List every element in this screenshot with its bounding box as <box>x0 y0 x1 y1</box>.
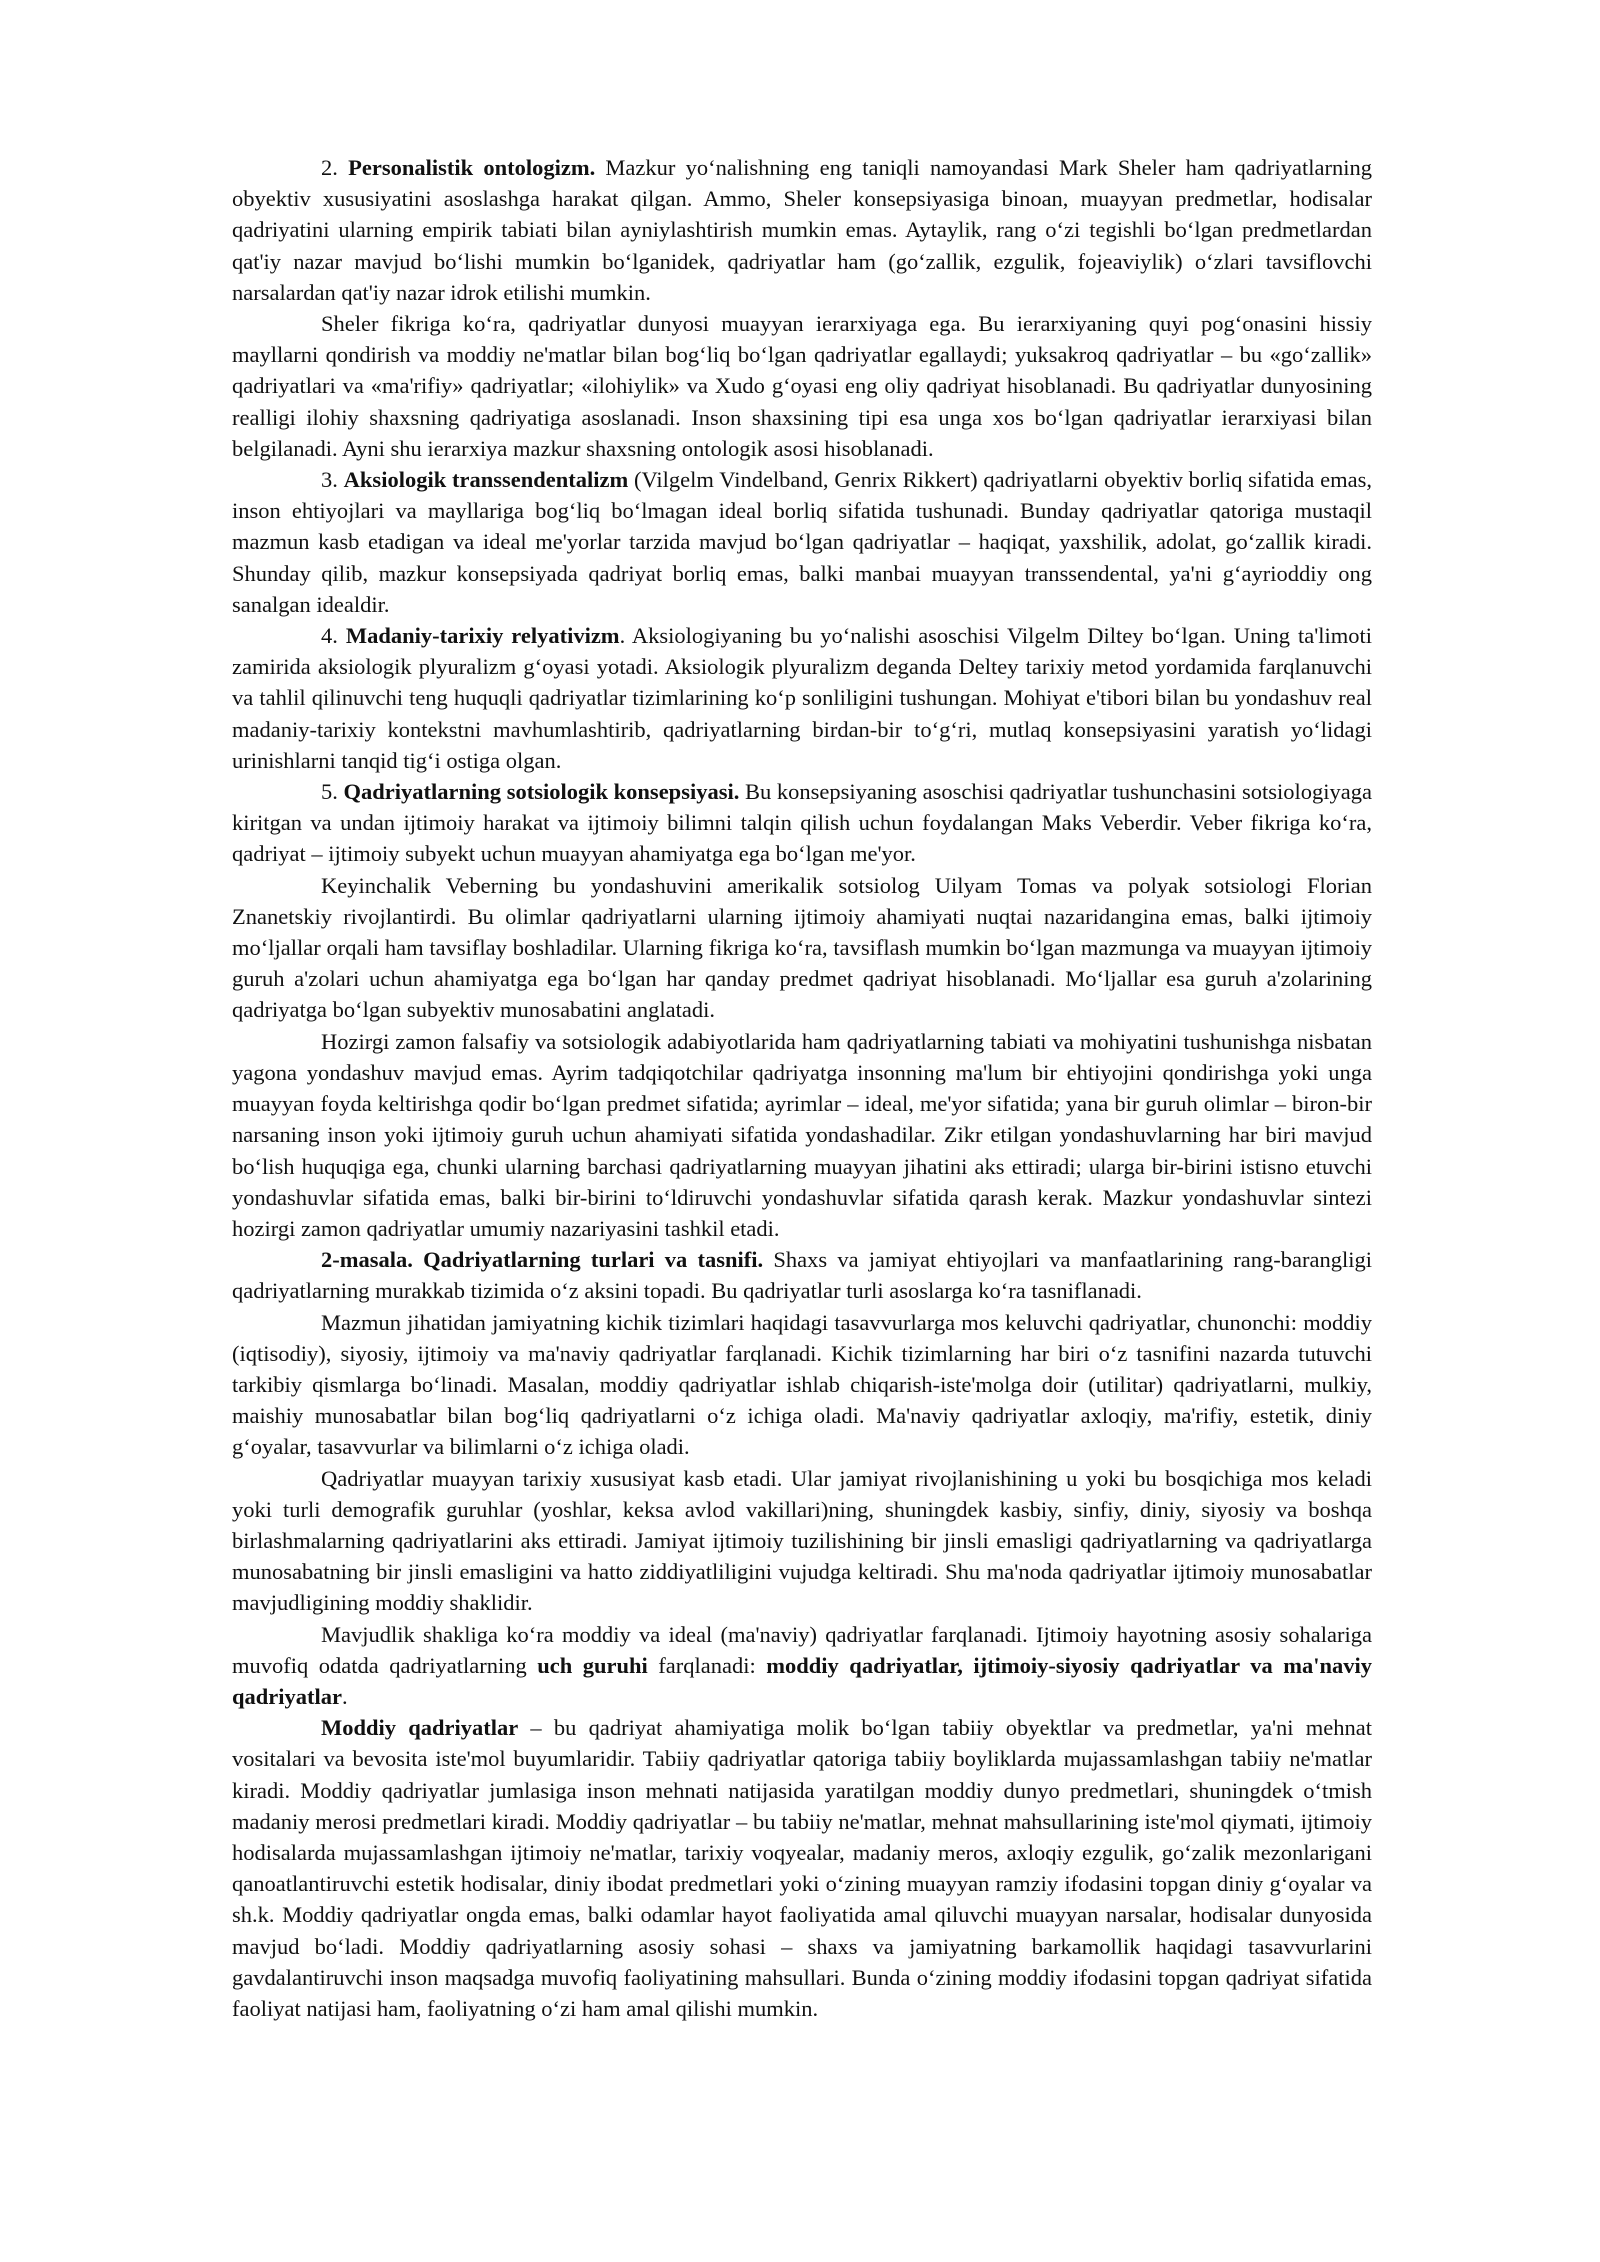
paragraph-text: . Aksiologiyaning bu yo‘nalishi asoschisi Vilgelm Diltey bo‘lgan. Uning ta'limoti zamirida aksiologik plyuralizm g‘oyasi yotadi. Aksiologik plyuralizm deganda Deltey tarixiy metod yordamida farqlanuvchi va tahlil qilinuvchi teng huquqli qadriyatlar tizimlarining ko‘p sonliligini tushungan. Mohiyat e'tibori bilan bu yondashuv real madaniy-tarixiy kontekstni mavhumlashtirib, qadriyatlarning birdan-bir to‘g‘ri, mutlaq konsepsiyasini yaratish yo‘lidagi urinishlarni tanqid tig‘i ostiga olgan. <box>232 623 1373 773</box>
paragraph-text: Hozirgi zamon falsafiy va sotsiologik adabiyotlarida ham qadriyatlarning tabiati va mohiyatini tushunishga nisbatan yagona yondashuv mavjud emas. Ayrim tadqiqotchilar qadriyatga insonning ma'lum bir ehtiyojini qondirishga yoki unga muayyan foyda keltirishga qodir bo‘lgan predmet sifatida; ayrimlar – ideal, me'yor sifatida; yana bir guruh olimlar – biron-bir narsaning inson yoki ijtimoiy guruh uchun ahamiyati sifatida yondashadilar. Zikr etilgan yondashuvlarning har biri mavjud bo‘lish huquqiga ega, chunki ularning barchasi qadriyatlarning muayyan jihatini aks ettiradi; ularga bir-birini istisno etuvchi yondashuvlar sifatida emas, balki bir-birini to‘ldiruvchi yondashuvlar sifatida qarash kerak. Mazkur yondashuvlar sintezi hozirgi zamon qadriyatlar umumiy nazariyasini tashkil etadi. <box>232 1028 1372 1241</box>
paragraph-text: (Vilgelm Vindelband, Genrix Rikkert) qadriyatlarni obyektiv borliq sifatida emas, inson ehtiyojlari va mayllariga bog‘liq bo‘lmagan ideal borliq sifatida tushunadi. Bunday qadriyatlar qatoriga mustaqil mazmun kasb etadigan va ideal me'yorlar tarzida mavjud bo‘lgan qadriyatlar – haqiqat, yaxshilik, adolat, go‘zallik kiradi. Shunday qilib, mazkur konsepsiyada qadriyat borliq emas, balki manbai muayyan transsendental, ya'ni g‘ayrioddiy ong sanalgan idealdir. <box>232 467 1373 617</box>
paragraph-text: Mazmun jihatidan jamiyatning kichik tizimlari haqidagi tasavvurlarga mos keluvchi qadriyatlar, chunonchi: moddiy (iqtisodiy), siyosiy, ijtimoiy va ma'naviy qadriyatlar farqlanadi. Kichik tizimlarning har biri o‘z tasnifini nazarda tutuvchi tarkibiy qismlarga bo‘linadi. Masalan, moddiy qadriyatlar ishlab chiqarish-iste'molga doir (utilitar) qadriyatlarni, mulkiy, maishiy munosabatlar bilan bog‘liq qadriyatlarni o‘z ichiga oladi. Ma'naviy qadriyatlar axloqiy, ma'rifiy, estetik, diniy g‘oyalar, tasavvurlar va bilimlarni o‘z ichiga oladi. <box>232 1309 1372 1460</box>
paragraph-text: Keyinchalik Veberning bu yondashuvini amerikalik sotsiolog Uilyam Tomas va polyak sotsiologi Florian Znanetskiy rivojlantirdi. Bu olimlar qadriyatlarni ularning ijtimoiy ahamiyati nuqtai nazaridangina emas, balki ijtimoiy mo‘ljallar orqali ham tavsiflay boshladilar. Ularning fikriga ko‘ra, tavsiflash mumkin bo‘lgan mazmunga va muayyan ijtimoiy guruh a'zolari uchun ahamiyatga ega bo‘lgan har qanday predmet qadriyat hisoblanadi. Mo‘ljallar esa guruh a'zolarining qadriyatga bo‘lgan subyektiv munosabatini anglatadi. <box>232 872 1372 1023</box>
paragraph <box>232 464 1372 620</box>
paragraph-text: Shaxs va jamiyat ehtiyojlari va manfaatlarining rang-barangligi qadriyatlarning murakkab tizimida o‘z aksini topadi. Bu qadriyatlar turli asoslarga ko‘ra tasniflanadi. <box>232 1247 1373 1304</box>
paragraph-heading: Personalistik ontologizm. <box>348 155 596 180</box>
section-heading: 2-masala. Qadriyatlarning turlari va tasnifi. <box>321 1247 764 1273</box>
paragraph-text: Mavjudlik shakliga ko‘ra moddiy va ideal (ma'naviy) qadriyatlar farqlanadi. Ijtimoiy hayotning asosiy sohalariga muvofiq odatda qadriyatlarning <box>232 1621 1372 1678</box>
paragraph-text: farqlanadi: <box>647 1652 767 1678</box>
paragraph-text: 3. <box>321 467 344 493</box>
paragraph-text: Mazkur yo‘nalishning eng taniqli namoyandasi Mark Sheler ham qadriyatlarning obyektiv xususiyatini asoslashga harakat qilgan. Ammo, Sheler konsepsiyasiga binoan, muayyan predmetlar, hodisalar qadriyatini ularning empirik tabiati bilan ayniylashtirish mumkin emas. Aytaylik, rang o‘zi tegishli bo‘lgan predmetlardan qat'iy nazar mavjud bo‘lishi mumkin bo‘lganidek, qadriyatlar ham (go‘zallik, ezgulik, fojeaviylik) o‘zlari tavsiflovchi narsalardan qat'iy nazar idrok etilishi mumkin. <box>232 155 1373 305</box>
paragraph <box>232 1244 1372 1306</box>
paragraph-text: 5. <box>321 779 344 805</box>
paragraph-text: Bu konsepsiyaning asoschisi qadriyatlar tushunchasini sotsiologiyaga kiritgan va undan ijtimoiy harakat va ijtimoiy bilimni talqin qilish uchun foydalangan Maks Veberdir. Veber fikriga ko‘ra, qadriyat – ijtimoiy subyekt uchun muayyan ahamiyatga ega bo‘lgan me'yor. <box>232 779 1373 867</box>
paragraph <box>232 1463 1372 1619</box>
paragraph-heading: Qadriyatlarning sotsiologik konsepsiyasi. <box>343 779 740 805</box>
paragraph <box>232 1026 1372 1244</box>
paragraph-heading: Madaniy-tarixiy relyativizm <box>345 623 620 649</box>
document-page <box>232 152 1372 2024</box>
paragraph-text: – bu qadriyat ahamiyatiga molik bo‘lgan tabiiy obyektlar va predmetlar, ya'ni mehnat vositalari va bevosita iste'mol buyumlaridir. Tabiiy qadriyatlar qatoriga tabiiy boyliklarda mujassamlashgan tabiiy ne'matlar kiradi. Moddiy qadriyatlar jumlasiga inson mehnati natijasida yaratilgan moddiy dunyo predmetlari, shuningdek o‘tmish madaniy merosi predmetlari kiradi. Moddiy qadriyatlar – bu tabiiy ne'matlar, mehnat mahsullarining iste'mol qiymati, ijtimoiy hodisalarda mujassamlashgan ijtimoiy ne'matlar, tarixiy voqyealar, madaniy meros, axloqiy ezgulik, go‘zalik mezonlarigani qanoatlantiruvchi estetik hodisalar, diniy ibodat predmetlari yoki o‘zining muayyan ramziy ifodasini topgan diniy g‘oyalar va sh.k. Moddiy qadriyatlar ongda emas, balki odamlar hayot faoliyatida amal qiluvchi muayyan narsalar, hodisalar dunyosida mavjud bo‘ladi. Moddiy qadriyatlarning asosiy sohasi – shaxs va jamiyatning barkamollik haqidagi tasavvurlarini gavdalantiruvchi inson maqsadga muvofiq faoliyatining mahsullari. Bunda o‘zining moddiy ifodasini topgan qadriyat sifatida faoliyat natijasi ham, faoliyatning o‘zi ham amal qilishi mumkin. <box>232 1715 1372 2021</box>
paragraph <box>232 1712 1372 2024</box>
paragraph <box>232 776 1372 870</box>
paragraph <box>232 870 1372 1026</box>
paragraph-text: Qadriyatlar muayyan tarixiy xususiyat kasb etadi. Ular jamiyat rivojlanishining u yoki bu bosqichiga mos keladi yoki turli demografik guruhlar (yoshlar, keksa avlod vakillari)ning, shuningdek kasbiy, sinfiy, diniy, siyosiy va boshqa birlashmalarning qadriyatlarini aks ettiradi. Jamiyat ijtimoiy tuzilishining bir jinsli emasligi qadriyatlarning va qadriyatlarga munosabatning bir jinsli emasligini va hatto ziddiyatliligini vujudga keltiradi. Shu ma'noda qadriyatlar ijtimoiy munosabatlar mavjudligining moddiy shaklidir. <box>232 1465 1372 1616</box>
paragraph <box>232 1307 1372 1463</box>
emphasis-text: moddiy qadriyatlar, ijtimoiy-siyosiy qadriyatlar va ma'naviy qadriyatlar <box>232 1652 1372 1709</box>
paragraph-text: 4. <box>321 623 346 649</box>
paragraph <box>232 152 1372 308</box>
paragraph <box>232 620 1372 776</box>
paragraph-text: . <box>342 1683 348 1709</box>
paragraph <box>232 308 1372 464</box>
paragraph-heading: Moddiy qadriyatlar <box>321 1715 519 1741</box>
paragraph-text: 2. <box>321 155 349 180</box>
paragraph <box>232 1619 1372 1713</box>
emphasis-text: uch guruhi <box>537 1652 648 1678</box>
paragraph-heading: Aksiologik transsendentalizm <box>343 467 629 493</box>
paragraph-text: Sheler fikriga ko‘ra, qadriyatlar dunyosi muayyan ierarxiyaga ega. Bu ierarxiyaning quyi pog‘onasini hissiy mayllarni qondirish va moddiy ne'matlar bilan bog‘liq bo‘lgan qadriyatlar egallaydi; yuksakroq qadriyatlar – bu «go‘zallik» qadriyatlari va «ma'rifiy» qadriyatlar; «ilohiylik» va Xudo g‘oyasi eng oliy qadriyat hisoblanadi. Bu qadriyatlar dunyosining realligi ilohiy shaxsning qadriyatiga asoslanadi. Inson shaxsining tipi esa unga xos bo‘lgan qadriyatlar ierarxiyasi bilan belgilanadi. Ayni shu ierarxiya mazkur shaxsning ontologik asosi hisoblanadi. <box>232 311 1372 461</box>
